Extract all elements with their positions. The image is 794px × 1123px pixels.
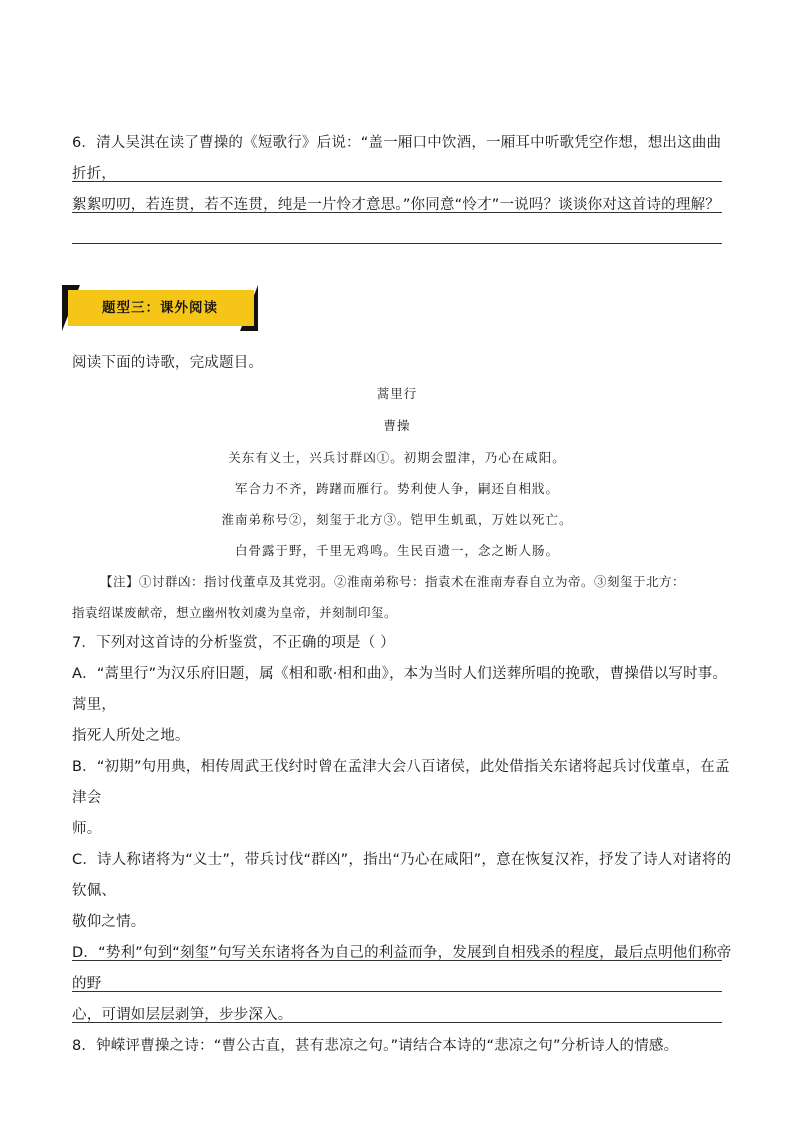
question-7-stem: 7．下列对这首诗的分析鉴赏，不正确的项是（ ） [72,635,395,651]
note-line-2: 指袁绍谋废献帝，想立幽州牧刘虞为皇帝，并刻制印玺。 [72,605,398,620]
option-a[interactable] [72,659,732,752]
answer-line[interactable] [72,960,722,961]
option-b[interactable] [72,752,732,845]
option-b-line-2: 师。 [72,821,102,837]
answer-line[interactable] [72,181,722,182]
poem-line: 军合力不齐，踌躇而雁行。势利使人争，嗣还自相戕。 [234,481,559,496]
option-c-line-1: C．诗人称诸将为“义士”，带兵讨伐“群凶”，指出“乃心在咸阳”，意在恢复汉祚，抒发了诗人对诸将的钦佩、 [72,852,732,899]
poem-line: 关东有义士，兴兵讨群凶①。初期会盟津，乃心在咸阳。 [228,450,566,465]
answer-line[interactable] [72,212,722,213]
answer-line[interactable] [72,243,722,244]
section-banner [62,285,258,331]
poem-line: 白骨露于野，千里无鸡鸣。生民百遗一，念之断人肠。 [234,543,559,558]
option-d-line-1: D．“势利”句到“刻玺”句写关东诸将各为自己的利益而争，发展到自相残杀的程度，最后点明他们称帝的野 [72,945,732,992]
question-6 [72,128,732,221]
answer-line[interactable] [72,1022,722,1023]
answer-line[interactable] [72,991,722,992]
question-6-line-2: 絮絮叨叨，若连贯，若不连贯，纯是一片怜才意思。”你同意“怜才”一说吗？谈谈你对这首诗的理解？ [72,197,720,213]
poem-line: 淮南弟称号②，刻玺于北方③。铠甲生虮虱，万姓以死亡。 [221,512,573,527]
poem-author: 曹操 [383,418,411,433]
reading-instruction: 阅读下面的诗歌，完成题目。 [72,355,264,371]
poem-title: 蒿里行 [376,386,418,401]
option-c-line-2: 敬仰之情。 [72,914,146,930]
option-b-line-1: B．“初期”句用典，相传周武王伐纣时曾在孟津大会八百诸侯，此处借指关东诸将起兵讨伐董卓，在孟津会 [72,759,730,806]
poem-note [72,566,728,628]
question-8-stem: 8．钟嵘评曹操之诗：“曹公古直，甚有悲凉之句。”请结合本诗的“悲凉之句”分析诗人的情感。 [72,1038,679,1054]
option-c[interactable] [72,845,732,938]
section-title: 题型三：课外阅读 [102,300,218,316]
option-a-line-1: A．“蒿里行”为汉乐府旧题，属《相和歌·相和曲》，本为当时人们送葬所唱的挽歌，曹操借以写时事。蒿里， [72,666,728,713]
note-line-1: 【注】①讨群凶：指讨伐董卓及其党羽。②淮南弟称号：指袁术在淮南寿春自立为帝。③刻玺于北方： [100,574,686,589]
option-d-line-2: 心，可谓如层层剥笋，步步深入。 [72,1007,293,1023]
option-a-line-2: 指死人所处之地。 [72,728,190,744]
option-d[interactable] [72,938,732,1031]
question-6-line-1: 6．清人吴淇在读了曹操的《短歌行》后说：“盖一厢口中饮酒，一厢耳中听歌凭空作想，想出这曲曲折折， [72,135,722,182]
question-7 [72,628,732,1062]
